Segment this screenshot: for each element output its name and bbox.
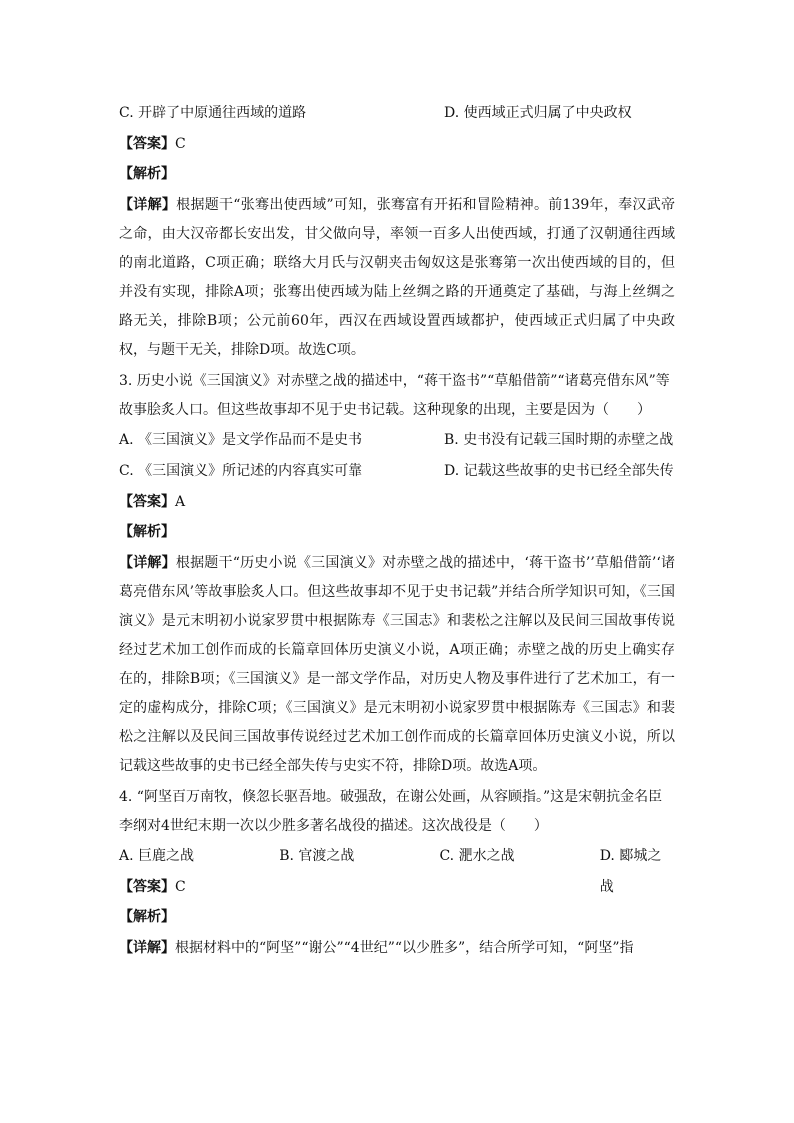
detail-text: 根据题干“张骞出使西域”可知，张骞富有开拓和冒险精神。前139年，奉汉武帝之命，由大汉帝都长安出发，甘父做向导，率领一百多人出使西域，打通了汉朝通往西域的南北道路，C项正确；联络大月氏与汉朝夹击匈奴这是张骞第一次出使西域的目的，但并没有实现，排除A项；张骞出使西域为陆上丝绸之路的开通奠定了基础，与海上丝绸之路无关，排除B项；公元前60年，西汉在西域设置西域都护，使西域正式归属了中央政权，与题干无关，排除D项。故选C项。 — [119, 197, 675, 358]
q4-stem: 4. “阿坚百万南牧，倏忽长驱吾地。破强敌，在谢公处画，从容顾指。”这是宋朝抗金名臣李纲对4世纪末期一次以少胜多著名战役的描述。这次战役是（ ） — [119, 789, 663, 834]
q3-answer — [119, 489, 675, 516]
q2-option-c: C. 开辟了中原通往西域的道路 — [119, 105, 307, 121]
q2-analysis-label: 【解析】 — [119, 166, 175, 182]
q2-option-d: D. 使西域正式归属了中央政权 — [444, 105, 632, 121]
q3-option-c: C. 《三国演义》所记述的内容真实可靠 — [119, 463, 363, 479]
q2-options-row — [119, 98, 675, 129]
document-page — [119, 98, 675, 963]
detail-text: 根据题干“历史小说《三国演义》对赤壁之战的描述中，‘蒋干盗书’’草船借箭’‘诸葛亮借东风’等故事脍炙人口。但这些故事却不见于史书记载”并结合所学知识可知，《三国演义》是元末明初小说家罗贯中根据陈寿《三国志》和裴松之注解以及民间三国故事传说经过艺术加工创作而成的长篇章回体历史演义小说，A项正确；赤壁之战的历史上确实存在的，排除B项；《三国演义》是一部文学作品，对历史人物及事件进行了艺术加工，有一定的虚构成分，排除C项；《三国演义》是元末明初小说家罗贯中根据陈寿《三国志》和裴松之注解以及民间三国故事传说经过艺术加工创作而成的长篇章回体历史演义小说，所以记载这些故事的史书已经全部失传与史实不符，排除D项。故选A项。 — [119, 555, 675, 774]
answer-value: C — [175, 879, 186, 895]
q4-detail — [119, 934, 675, 963]
q3-stem: 3. 历史小说《三国演义》对赤壁之战的描述中，“蒋干盗书”“草船借箭”“诸葛亮借东风”等故事脍炙人口。但这些故事却不见于史书记载。这种现象的出现，主要是因为（ ） — [119, 373, 670, 418]
answer-label: 【答案】 — [119, 494, 175, 510]
answer-label: 【答案】 — [119, 879, 175, 895]
q3-option-d: D. 记载这些故事的史书已经全部失传 — [444, 463, 674, 479]
detail-text: 根据材料中的“阿坚”“谢公”“4世纪”“以少胜多”，结合所学可知，“阿坚”指 — [175, 940, 634, 956]
q4-option-a: A. 巨鹿之战 — [119, 848, 195, 864]
q2-answer — [119, 131, 675, 158]
q4-answer — [119, 874, 675, 901]
answer-value: A — [175, 494, 186, 510]
q3-options-row-2 — [119, 456, 675, 487]
q3-options-row-1 — [119, 425, 675, 456]
detail-label: 【详解】 — [119, 940, 175, 956]
q3-analysis-label: 【解析】 — [119, 524, 175, 540]
q3-detail — [119, 549, 675, 781]
answer-label: 【答案】 — [119, 136, 175, 152]
q4-analysis-label: 【解析】 — [119, 909, 175, 925]
q3-option-b: B. 史书没有记载三国时期的赤壁之战 — [444, 432, 674, 448]
detail-label: 【详解】 — [119, 555, 176, 571]
q3-option-a: A. 《三国演义》是文学作品而不是史书 — [119, 432, 363, 448]
detail-label: 【详解】 — [119, 197, 177, 213]
q4-option-d: D. 郾城之战 — [599, 848, 662, 895]
answer-value: C — [175, 136, 186, 152]
q4-option-c: C. 淝水之战 — [439, 848, 515, 864]
q2-detail — [119, 191, 675, 365]
q4-option-b: B. 官渡之战 — [279, 848, 355, 864]
